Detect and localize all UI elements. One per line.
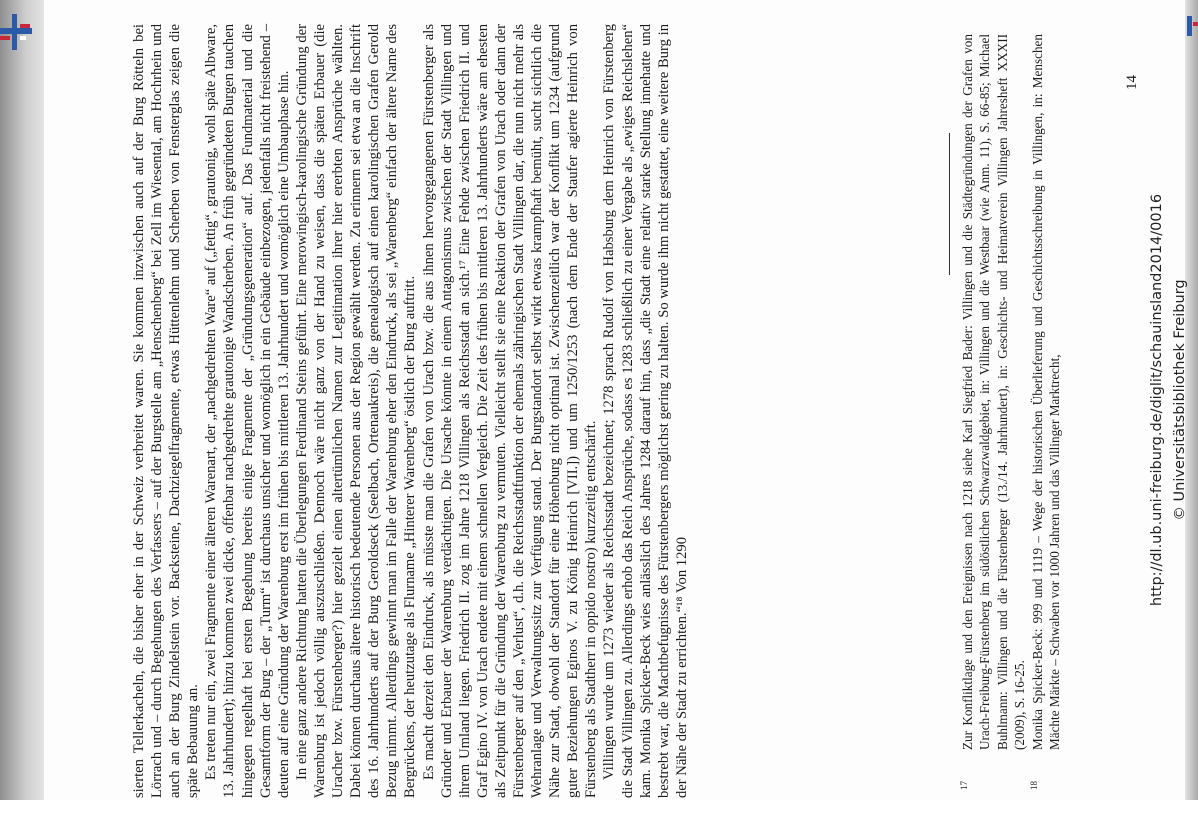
footnote-rule <box>949 133 950 275</box>
body-text <box>130 24 691 798</box>
copyright-notice: © Universitätsbibliothek Freiburg <box>1172 279 1188 521</box>
rotated-page-content <box>44 0 1188 800</box>
footnotes <box>959 34 1063 790</box>
footnote-text: Monika Spicker-Beck: 999 und 1119 – Wege der historischen Überlieferung und Geschichtsschreibung in Villingen, in: Menschen Mächte Märkte – Schwaben vor 1000 Jahren und das Villinger Marktrecht, <box>1029 34 1063 750</box>
paragraph-4: Es macht derzeit den Eindruck, als müsste man die Grafen von Urach bzw. die aus ihnen hervorgegangenen Fürstenberger als Gründer und Erbauer der Warenburg verdächtigen. Die Ursache könnte in einem Antagonismus zwischen der Stadt Villingen und ihrem Umland liegen. Friedrich II. zog im Jahre 1218 Villingen als Reichsstadt an sich.¹⁷ Eine Fehde zwischen Friedrich II. und Graf Egino IV. von Urach endete mit einem schnellen Vergleich. Die Zeit des frühen bis mittleren 13. Jahrhunderts wäre am ehesten als Zeitpunkt für die Gründung der Warenburg zu vermuten. Vielleicht stellt sie eine Reaktion der Grafen von Urach oder dann der Fürstenberger auf den „Verlust“, d.h. die Reichsstadtfunktion der ehemals zähringischen Stadt Villingen dar, die nun nicht mehr als Wehranlage und Verwaltungssitz zur Verfügung stand. Der Burgstandort selbst wirkt etwas krampfhaft bemüht, sucht sichtlich die Nähe zur Stadt, obwohl der Standort für eine Höhenburg nicht optimal ist. Zwischenzeitlich war der Konflikt um 1234 (aufgrund guter Beziehungen Eginos V. zu König Heinrich [VII.]) und um 1250/1253 (nach dem Ende der Staufer agierte Heinrich von Fürstenberg als Stadtherr in oppido nostro) kurzzeitig entschärft. <box>420 24 600 798</box>
footnote-text: Zur Konfliktlage und den Ereignissen nach 1218 siehe Karl Siegfried Bader: Villingen und die Städtegründungen der Grafen von Urach-Freiburg-Fürstenberg im südöstlichen Schwarzwaldgebiet, in: Villingen und die Westbaar (wie Anm. 11), S. 66-85; Michael Buhlmann: Villingen und die Fürstenberger (13./14. Jahrhundert), in: Geschichts- und Heimatverein Villingen Jahresheft XXXII (2009), S. 16-25. <box>960 34 1028 750</box>
footnote-number: 17 <box>959 781 969 790</box>
paragraph-2: Es treten nur ein, zwei Fragmente einer älteren Warenart, der „nachgedrehten Ware“ auf („fettig“, grautonig, wohl späte Albware, 13. Jahrhundert); hinzu kommen zwei dicke, offenbar nachgedrehte grautonige Wandscherben. An früh gegründeten Burgen tauchen hingegen regelhaft bei ersten Begehung bereits einige Fragmente der „Gründungsgeneration“ auf. Das Fundmaterial und die Gesamtform der Burg – der „Turm“ ist durchaus unsicher und womöglich in ein Gebäude einbezogen, jedenfalls nicht freistehend – deuten auf eine Gründung der Warenburg erst im frühen bis mittleren 13. Jahrhundert und womöglich eine Umbauphase hin. <box>203 24 292 798</box>
paragraph-5: Villingen wurde um 1273 wieder als Reichsstadt bezeichnet; 1278 sprach Rudolf von Habsburg dem Heinrich von Fürstenberg die Stadt Villingen zu. Allerdings erhob das Reich Ansprüche, sodass es 1283 schließlich zu einer Vergabe als „ewiges Reichslehen“ kam. Monika Spicker-Beck wies anlässlich des Jahres 1284 darauf hin, dass „die Stadt eine relativ starke Stellung innehatte und bestrebt war, die Machtbefugnisse des Fürstenbergers möglichst gering zu halten. So wurde ihm nicht gestattet, eine weitere Burg in der Nähe der Stadt zu errichten.“¹⁸ Von 1290 <box>601 24 690 798</box>
library-logo-icon <box>0 14 32 50</box>
footnote-number: 18 <box>1028 781 1039 790</box>
footnote-18 <box>1029 34 1064 790</box>
page-number: 14 <box>1124 75 1140 90</box>
source-url[interactable]: http://dl.ub.uni-freiburg.de/diglit/schauinsland2014/0016 <box>1149 193 1165 607</box>
paragraph-3: In eine ganz andere Richtung hatten die Überlegungen Ferdinand Steins geführt. Eine merowingisch-karolingische Gründung der Warenburg ist jedoch völlig auszuschließen. Dennoch wäre nicht ganz von der Hand zu weisen, dass die späten Erbauer (die Uracher bzw. Fürstenberger?) hier gezielt einen altertümlichen Namen zur Legitimation ihrer hier ererbten Ansprüche wählten. Dabei können durchaus ältere historisch bedeutende Personen aus der Region gewählt werden. Zu erinnern sei etwa an die Inschrift des 16. Jahrhunderts auf der Burg Geroldseck (Seelbach, Ortenaukreis), die genealogisch auf einen karolingischen Grafen Gerold Bezug nimmt. Allerdings gewinnt man im Falle der Warenburg eher den Eindruck, als sei „Warenberg“ einfach der ältere Name des Bergrückens, der heutzutage als Flurname „Hinterer Warenberg“ östlich der Burg auftritt. <box>293 24 419 798</box>
paragraph-1: sierten Tellerkacheln, die bisher eher in der Schweiz verbreitet waren. Sie kommen inzwischen auch auf der Burg Rötteln bei Lörrach und – durch Begehungen des Verfassers – auf der Burgstelle am „Henschenberg“ bei Zell im Wiesental, am Hochrhein und auch an der Burg Zindelstein vor. Backsteine, Dachziegelfragmente, etwas Hüttenlehm und Scherben von Fensterglas zeigen die späte Bebauung an. <box>131 24 202 798</box>
viewer-left-frame <box>0 0 44 800</box>
footnote-17 <box>959 34 1029 790</box>
scanned-page <box>44 0 1188 800</box>
